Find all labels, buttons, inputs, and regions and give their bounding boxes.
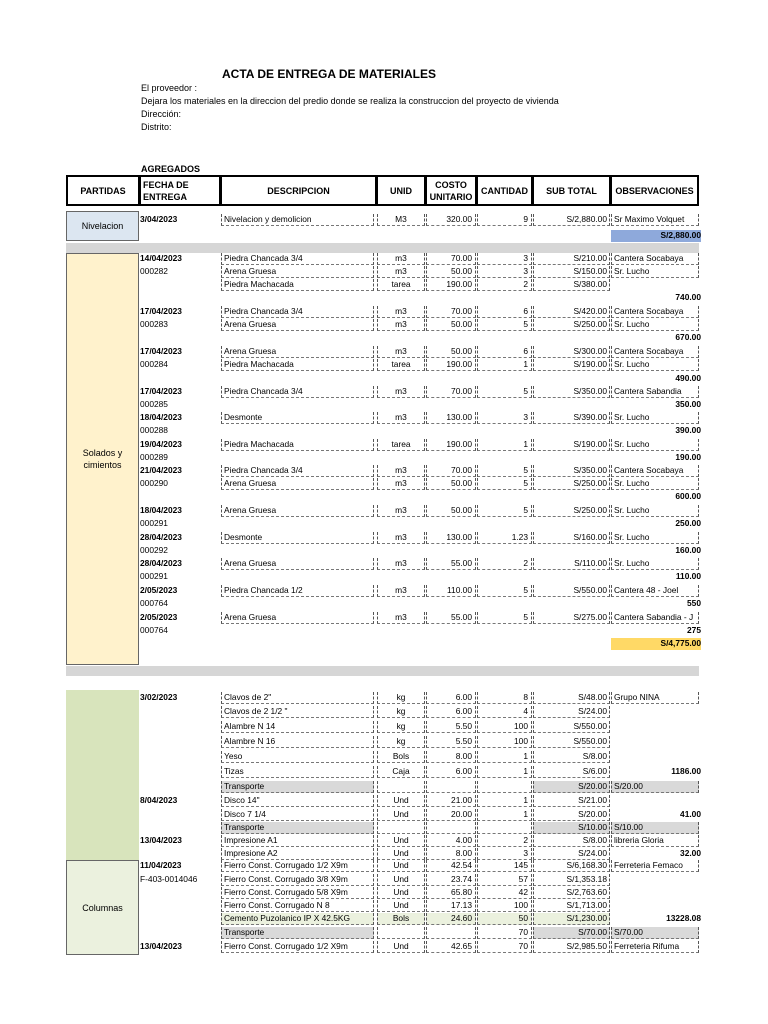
- observation-cell: S/20.00: [611, 781, 699, 793]
- subtotal-cell: S/250.00: [533, 319, 610, 331]
- unit-cell: m3: [377, 412, 425, 424]
- description-cell: Fierro Const. Corrugado 1/2 X9m: [221, 860, 374, 872]
- unit-cell: tarea: [377, 359, 425, 371]
- subtotal-cell: S/24.00: [533, 706, 610, 718]
- date-cell: 2/05/2023: [140, 585, 178, 595]
- date-cell: 000764: [140, 598, 168, 608]
- unit-cell: m3: [377, 532, 425, 544]
- unit-cost-cell: 17.13: [426, 900, 476, 912]
- observation-cell: Sr. Lucho: [611, 412, 699, 424]
- subtotal-cell: S/8.00: [533, 751, 610, 763]
- delivery-note-line: Dejara los materiales en la direccion del predio donde se realiza la construccion del proyecto de vivienda: [141, 96, 559, 106]
- unit-cost-cell: [426, 927, 476, 939]
- observation-cell: Cantera Socabaya: [611, 465, 699, 477]
- quantity-cell: 100: [477, 900, 532, 912]
- date-cell: 000290: [140, 478, 168, 488]
- subtotal-cell: S/350.00: [533, 465, 610, 477]
- unit-cost-cell: 65.80: [426, 887, 476, 899]
- quantity-cell: 9: [477, 214, 532, 226]
- quantity-cell: 2: [477, 279, 532, 291]
- unit-cost-cell: 190.00: [426, 439, 476, 451]
- description-cell: Arena Gruesa: [221, 319, 374, 331]
- col-partidas: PARTIDAS: [66, 175, 140, 206]
- description-cell: Piedra Chancada 1/2: [221, 585, 374, 597]
- subtotal-cell: S/210.00: [533, 253, 610, 265]
- unit-cost-cell: 190.00: [426, 359, 476, 371]
- description-cell: Fierro Const. Corrugado 5/8 X9m: [221, 887, 374, 899]
- total-cell: 250.00: [675, 518, 701, 528]
- subtotal-cell: S/390.00: [533, 412, 610, 424]
- observation-cell: libreria Gloria: [611, 835, 699, 847]
- unit-cell: m3: [377, 306, 425, 318]
- observation-cell: Sr. Lucho: [611, 266, 699, 278]
- subtotal-cell: S/1,353.18: [533, 874, 610, 886]
- description-cell: Transporte: [221, 781, 374, 793]
- total-cell: 32.00: [680, 848, 701, 858]
- quantity-cell: 3: [477, 412, 532, 424]
- description-cell: Arena Gruesa: [221, 346, 374, 358]
- unit-cost-cell: 6.00: [426, 706, 476, 718]
- subtotal-cell: S/190.00: [533, 359, 610, 371]
- description-cell: Desmonte: [221, 412, 374, 424]
- total-cell: 490.00: [675, 373, 701, 383]
- description-cell: Impresione A2: [221, 848, 374, 860]
- quantity-cell: 1: [477, 359, 532, 371]
- description-cell: Piedra Machacada: [221, 279, 374, 291]
- description-cell: Piedra Chancada 3/4: [221, 306, 374, 318]
- separator: [66, 243, 699, 253]
- observation-cell: Cantera Socabaya: [611, 253, 699, 265]
- description-cell: Piedra Machacada: [221, 359, 374, 371]
- date-cell: 17/04/2023: [140, 386, 182, 396]
- description-cell: Arena Gruesa: [221, 266, 374, 278]
- total-cell: 110.00: [675, 571, 701, 581]
- unit-cell: Und: [377, 848, 425, 860]
- unit-cost-cell: 50.00: [426, 266, 476, 278]
- header-info: [141, 82, 559, 134]
- unit-cell: Caja: [377, 766, 425, 778]
- quantity-cell: 50: [477, 913, 532, 925]
- observation-cell: Cantera Sabandia: [611, 386, 699, 398]
- subtotal-cell: S/250.00: [533, 505, 610, 517]
- quantity-cell: 4: [477, 706, 532, 718]
- unit-cell: Und: [377, 795, 425, 807]
- col-unid: UNID: [376, 175, 426, 206]
- quantity-cell: [477, 822, 532, 834]
- unit-cost-cell: 8.00: [426, 751, 476, 763]
- observation-cell: Sr. Lucho: [611, 558, 699, 570]
- date-cell: 000285: [140, 399, 168, 409]
- date-cell: 000283: [140, 319, 168, 329]
- unit-cost-cell: 50.00: [426, 319, 476, 331]
- description-cell: Alambre N 14: [221, 721, 374, 733]
- quantity-cell: 42: [477, 887, 532, 899]
- unit-cell: Bols: [377, 751, 425, 763]
- description-cell: Tizas: [221, 766, 374, 778]
- unit-cost-cell: [426, 781, 476, 793]
- unit-cell: m3: [377, 386, 425, 398]
- unit-cell: Und: [377, 941, 425, 953]
- unit-cost-cell: 20.00: [426, 809, 476, 821]
- description-cell: Piedra Chancada 3/4: [221, 253, 374, 265]
- description-cell: Piedra Chancada 3/4: [221, 386, 374, 398]
- subtotal-cell: S/20.00: [533, 781, 610, 793]
- quantity-cell: 3: [477, 266, 532, 278]
- unit-cost-cell: 42.54: [426, 860, 476, 872]
- date-cell: 000289: [140, 452, 168, 462]
- quantity-cell: 1: [477, 751, 532, 763]
- date-cell: 000284: [140, 359, 168, 369]
- total-cell: 670.00: [675, 332, 701, 342]
- unit-cell: Und: [377, 874, 425, 886]
- unit-cost-cell: 50.00: [426, 478, 476, 490]
- total-cell: 41.00: [680, 809, 701, 819]
- subtotal-cell: S/550.00: [533, 736, 610, 748]
- subtotal-cell: S/8.00: [533, 835, 610, 847]
- date-cell: 000292: [140, 545, 168, 555]
- observation-cell: Sr. Lucho: [611, 439, 699, 451]
- observation-cell: Sr Maximo Volquet: [611, 214, 699, 226]
- subtotal-cell: S/1,713.00: [533, 900, 610, 912]
- col-fecha: FECHA DE ENTREGA: [139, 175, 221, 206]
- quantity-cell: 100: [477, 736, 532, 748]
- date-cell: 19/04/2023: [140, 439, 182, 449]
- description-cell: Clavos de 2 1/2 ": [221, 706, 374, 718]
- separator: [66, 666, 699, 676]
- quantity-cell: 5: [477, 319, 532, 331]
- quantity-cell: 2: [477, 835, 532, 847]
- subtotal-cell: S/250.00: [533, 478, 610, 490]
- date-cell: 3/04/2023: [140, 214, 178, 224]
- subtotal-cell: S/300.00: [533, 346, 610, 358]
- total-cell: 350.00: [675, 399, 701, 409]
- unit-cost-cell: 42.65: [426, 941, 476, 953]
- description-cell: Arena Gruesa: [221, 612, 374, 624]
- subtotal-cell: S/110.00: [533, 558, 610, 570]
- description-cell: Transporte: [221, 927, 374, 939]
- subtotal-cell: S/48.00: [533, 692, 610, 704]
- quantity-cell: 100: [477, 721, 532, 733]
- unit-cost-cell: 5.50: [426, 736, 476, 748]
- col-subtotal: SUB TOTAL: [532, 175, 611, 206]
- total-cell: 160.00: [675, 545, 701, 555]
- date-cell: 21/04/2023: [140, 465, 182, 475]
- subtotal-cell: S/24.00: [533, 848, 610, 860]
- unit-cost-cell: 50.00: [426, 505, 476, 517]
- observation-cell: S/10.00: [611, 822, 699, 834]
- quantity-cell: 1.23: [477, 532, 532, 544]
- quantity-cell: 3: [477, 848, 532, 860]
- description-cell: Nivelacion y demolicion: [221, 214, 374, 226]
- unit-cell: Und: [377, 860, 425, 872]
- date-cell: F-403-0014046: [140, 874, 198, 884]
- unit-cost-cell: 4.00: [426, 835, 476, 847]
- section-label: AGREGADOS: [141, 164, 201, 174]
- unit-cost-cell: 55.00: [426, 558, 476, 570]
- subtotal-cell: S/10.00: [533, 822, 610, 834]
- description-cell: Impresione A1: [221, 835, 374, 847]
- date-cell: 17/04/2023: [140, 346, 182, 356]
- unit-cell: kg: [377, 692, 425, 704]
- total-cell: 190.00: [675, 452, 701, 462]
- unit-cell: Und: [377, 887, 425, 899]
- total-cell: 275: [687, 625, 701, 635]
- quantity-cell: 5: [477, 478, 532, 490]
- description-cell: Clavos de 2": [221, 692, 374, 704]
- unit-cell: Und: [377, 835, 425, 847]
- observation-cell: Cantera Socabaya: [611, 346, 699, 358]
- unit-cost-cell: 70.00: [426, 465, 476, 477]
- quantity-cell: 6: [477, 306, 532, 318]
- description-cell: Cemento Puzolanico IP X 42.5KG: [221, 913, 374, 925]
- observation-cell: Ferreteria Femaco: [611, 860, 699, 872]
- total-cell: 13228.08: [666, 913, 701, 923]
- quantity-cell: 5: [477, 505, 532, 517]
- subtotal-cell: S/6.00: [533, 766, 610, 778]
- description-cell: Piedra Machacada: [221, 439, 374, 451]
- description-cell: Disco 14": [221, 795, 374, 807]
- unit-cost-cell: 70.00: [426, 253, 476, 265]
- unit-cell: tarea: [377, 279, 425, 291]
- unit-cell: Und: [377, 900, 425, 912]
- quantity-cell: 2: [477, 558, 532, 570]
- date-cell: 28/04/2023: [140, 532, 182, 542]
- date-cell: 11/04/2023: [140, 860, 182, 870]
- unit-cost-cell: 6.00: [426, 692, 476, 704]
- observation-cell: S/70.00: [611, 927, 699, 939]
- quantity-cell: 1: [477, 766, 532, 778]
- subtotal-cell: S/160.00: [533, 532, 610, 544]
- description-cell: Arena Gruesa: [221, 505, 374, 517]
- date-cell: 000282: [140, 266, 168, 276]
- date-cell: 17/04/2023: [140, 306, 182, 316]
- unit-cost-cell: 70.00: [426, 306, 476, 318]
- unit-cost-cell: 21.00: [426, 795, 476, 807]
- partida-nivelacion: Nivelacion: [66, 211, 139, 241]
- address-line: Dirección:: [141, 109, 182, 119]
- unit-cell: Bols: [377, 913, 425, 925]
- date-cell: 2/05/2023: [140, 612, 178, 622]
- unit-cost-cell: 130.00: [426, 532, 476, 544]
- unit-cell: M3: [377, 214, 425, 226]
- observation-cell: Sr. Lucho: [611, 359, 699, 371]
- unit-cell: [377, 781, 425, 793]
- unit-cell: m3: [377, 585, 425, 597]
- description-cell: Piedra Chancada 3/4: [221, 465, 374, 477]
- observation-cell: Sr. Lucho: [611, 505, 699, 517]
- observation-cell: Cantera Socabaya: [611, 306, 699, 318]
- description-cell: Arena Gruesa: [221, 558, 374, 570]
- observation-cell: Cantera Sabandia - J: [611, 612, 699, 624]
- quantity-cell: 5: [477, 612, 532, 624]
- partida-solados: Solados y cimientos: [66, 253, 139, 665]
- quantity-cell: 5: [477, 386, 532, 398]
- subtotal-cell: S/350.00: [533, 386, 610, 398]
- subtotal-cell: S/190.00: [533, 439, 610, 451]
- quantity-cell: 3: [477, 253, 532, 265]
- subtotal-cell: S/2,985.50: [533, 941, 610, 953]
- total-cell: 740.00: [675, 292, 701, 302]
- unit-cost-cell: 23.74: [426, 874, 476, 886]
- unit-cost-cell: 24.60: [426, 913, 476, 925]
- description-cell: Fierro Const. Corrugado 3/8 X9m: [221, 874, 374, 886]
- unit-cost-cell: [426, 822, 476, 834]
- unit-cost-cell: 5.50: [426, 721, 476, 733]
- unit-cell: m3: [377, 346, 425, 358]
- date-cell: 13/04/2023: [140, 941, 182, 951]
- subtotal-cell: S/20.00: [533, 809, 610, 821]
- description-cell: Fierro Const. Corrugado 1/2 X9m: [221, 941, 374, 953]
- unit-cell: m3: [377, 558, 425, 570]
- unit-cost-cell: 6.00: [426, 766, 476, 778]
- unit-cost-cell: 130.00: [426, 412, 476, 424]
- quantity-cell: 6: [477, 346, 532, 358]
- subtotal-cell: S/550.00: [533, 721, 610, 733]
- description-cell: Arena Gruesa: [221, 478, 374, 490]
- date-cell: 13/04/2023: [140, 835, 182, 845]
- quantity-cell: 145: [477, 860, 532, 872]
- unit-cell: m3: [377, 505, 425, 517]
- date-cell: 28/04/2023: [140, 558, 182, 568]
- total-cell: 550: [687, 598, 701, 608]
- observation-cell: Sr. Lucho: [611, 319, 699, 331]
- observation-cell: Sr. Lucho: [611, 532, 699, 544]
- unit-cell: m3: [377, 266, 425, 278]
- partida-strip: [66, 690, 139, 860]
- date-cell: 000291: [140, 571, 168, 581]
- col-costo: COSTO UNITARIO: [425, 175, 477, 206]
- unit-cell: m3: [377, 465, 425, 477]
- quantity-cell: 1: [477, 809, 532, 821]
- description-cell: Disco 7 1/4: [221, 809, 374, 821]
- subtotal-cell: S/550.00: [533, 585, 610, 597]
- total-cell: S/4,775.00: [611, 638, 701, 650]
- unit-cost-cell: 8.00: [426, 848, 476, 860]
- subtotal-cell: S/2,763.60: [533, 887, 610, 899]
- observation-cell: Cantera 48 - Joel: [611, 585, 699, 597]
- subtotal-cell: S/1,230.00: [533, 913, 610, 925]
- subtotal-cell: S/275.00: [533, 612, 610, 624]
- subtotal-cell: S/21.00: [533, 795, 610, 807]
- observation-cell: Ferreteria Rifuma: [611, 941, 699, 953]
- unit-cost-cell: 50.00: [426, 346, 476, 358]
- unit-cost-cell: 320.00: [426, 214, 476, 226]
- unit-cell: [377, 822, 425, 834]
- col-observaciones: OBSERVACIONES: [610, 175, 699, 206]
- date-cell: 000764: [140, 625, 168, 635]
- provider-line: El proveedor :: [141, 83, 198, 93]
- subtotal-cell: S/420.00: [533, 306, 610, 318]
- quantity-cell: 1: [477, 795, 532, 807]
- document-title: ACTA DE ENTREGA DE MATERIALES: [222, 67, 437, 81]
- unit-cell: m3: [377, 253, 425, 265]
- col-cantidad: CANTIDAD: [476, 175, 533, 206]
- total-cell: 390.00: [675, 425, 701, 435]
- quantity-cell: [477, 781, 532, 793]
- quantity-cell: 5: [477, 585, 532, 597]
- quantity-cell: 5: [477, 465, 532, 477]
- description-cell: Fierro Const. Corrugado N 8: [221, 900, 374, 912]
- observation-cell: Grupo NINA: [611, 692, 699, 704]
- unit-cell: Und: [377, 809, 425, 821]
- quantity-cell: 8: [477, 692, 532, 704]
- subtotal-cell: S/70.00: [533, 927, 610, 939]
- subtotal-cell: S/6,168.30: [533, 860, 610, 872]
- subtotal-cell: S/380.00: [533, 279, 610, 291]
- description-cell: Transporte: [221, 822, 374, 834]
- description-cell: Alambre N 16: [221, 736, 374, 748]
- partida-columnas: Columnas: [66, 860, 139, 955]
- quantity-cell: 70: [477, 927, 532, 939]
- total-cell: S/2,880.00: [611, 230, 701, 242]
- unit-cell: [377, 927, 425, 939]
- date-cell: 8/04/2023: [140, 795, 178, 805]
- subtotal-cell: S/2,880.00: [533, 214, 610, 226]
- total-cell: 1186.00: [671, 766, 701, 776]
- district-line: Distrito:: [141, 122, 172, 132]
- unit-cell: m3: [377, 478, 425, 490]
- subtotal-cell: S/150.00: [533, 266, 610, 278]
- description-cell: Yeso: [221, 751, 374, 763]
- quantity-cell: 1: [477, 439, 532, 451]
- unit-cell: kg: [377, 706, 425, 718]
- unit-cost-cell: 55.00: [426, 612, 476, 624]
- date-cell: 18/04/2023: [140, 505, 182, 515]
- unit-cost-cell: 190.00: [426, 279, 476, 291]
- date-cell: 000288: [140, 425, 168, 435]
- date-cell: 000291: [140, 518, 168, 528]
- date-cell: 3/02/2023: [140, 692, 178, 702]
- quantity-cell: 57: [477, 874, 532, 886]
- observation-cell: Sr. Lucho: [611, 478, 699, 490]
- col-descripcion: DESCRIPCION: [220, 175, 377, 206]
- unit-cell: tarea: [377, 439, 425, 451]
- unit-cell: m3: [377, 319, 425, 331]
- description-cell: Desmonte: [221, 532, 374, 544]
- total-cell: 600.00: [675, 491, 701, 501]
- unit-cost-cell: 110.00: [426, 585, 476, 597]
- date-cell: 18/04/2023: [140, 412, 182, 422]
- unit-cell: kg: [377, 736, 425, 748]
- date-cell: 14/04/2023: [140, 253, 182, 263]
- unit-cost-cell: 70.00: [426, 386, 476, 398]
- quantity-cell: 70: [477, 941, 532, 953]
- unit-cell: m3: [377, 612, 425, 624]
- unit-cell: kg: [377, 721, 425, 733]
